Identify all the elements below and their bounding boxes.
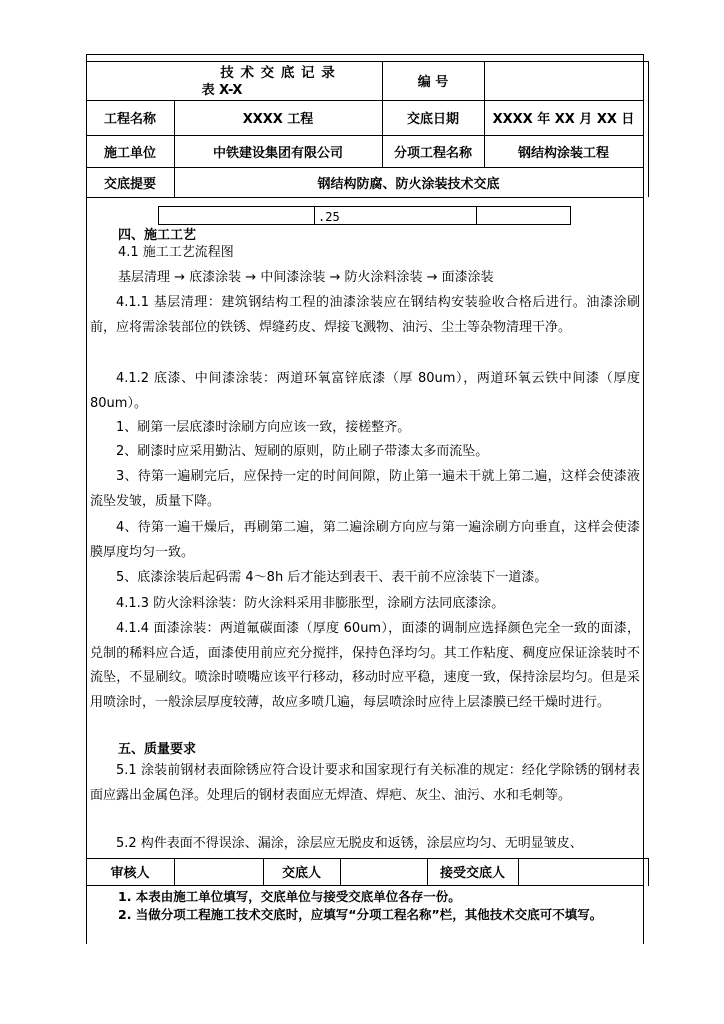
para-5-2: 5.2 构件表面不得误涂、漏涂，涂层应无脱皮和返锈，涂层应均匀、无明显皱皮、 [116,836,583,851]
fragment-divider [314,206,315,225]
fragment-divider [476,206,477,225]
process-flow: 基层清理 → 底漆涂装 → 中间漆涂装 → 防火涂料涂装 → 面漆涂装 [118,270,494,285]
para-4-1-3: 4.1.3 防火涂料涂装：防火涂料采用非膨胀型，涂刷方法同底漆涂。 [116,596,505,611]
row-divider [86,885,644,886]
construction-unit-value: 中铁建设集团有限公司 [212,145,343,161]
footer-note-2: 2. 当做分项工程施工技术交底时，应填写“分项工程名称”栏，其他技术交底可不填写。 [118,907,603,922]
construction-unit-label: 施工单位 [103,145,156,161]
number-value[interactable] [484,61,643,100]
section4-title: 四、施工工艺 [118,228,197,243]
list-item: 5、底漆涂装后起码需 4～8h 后才能达到表干、表干前不应涂装下一道漆。 [116,570,548,585]
para-5-1: 5.1 涂装前钢材表面除锈应符合设计要求和国家现行有关标准的规定：经化学除锈的钢材表面应露出金属色泽。处理后的钢材表面应无焊渣、焊疤、灰尘、油污、水和毛刺等。 [90,763,640,803]
table-top-border [86,54,644,55]
summary-label: 交底提要 [103,176,156,192]
footer-note-1: 1. 本表由施工单位填写，交底单位与接受交底单位各存一份。 [118,889,461,904]
discloser-signature-field[interactable] [340,858,427,885]
table-right-border-outer [648,61,649,197]
sub-project-value: 钢结构涂装工程 [517,145,609,161]
flow-chart-title: 4.1 施工工艺流程图 [118,245,234,260]
number-label: 编 号 [417,75,449,90]
list-item: 2、刷漆时应采用勤沾、短刷的原则，防止刷子带漆太多而流坠。 [116,444,489,459]
sub-project-label: 分项工程名称 [393,145,472,161]
para-4-1-2: 4.1.2 底漆、中间漆涂装：两道环氧富锌底漆（厚 80um），两道环氧云铁中间漆（厚度 80um）。 [90,371,640,411]
reviewer-label: 审核人 [110,866,150,881]
receiver-signature-field[interactable] [518,858,643,885]
para-4-1-1: 4.1.1 基层清理：建筑钢结构工程的油漆涂装应在钢结构安装验收合格后进行。油漆涂刷前，应将需涂装部位的铁锈、焊缝药皮、焊接飞溅物、油污、尘土等杂物清理干净。 [90,295,640,335]
para-4-1-4: 4.1.4 面漆涂装：两道氟碳面漆（厚度 60um），面漆的调制应选择颜色完全一致的面漆，兑制的稀料应合适，面漆使用前应充分搅拌，保持色泽均匀。其工作粘度、稠度应保证涂装时不流坠，不显刷纹。喷涂时喷嘴应该平行移动，移动时应平稳，速度一致，保持涂层均匀。但是采用喷涂时，一般涂层厚度较薄，故应多喷几遍，每层喷涂时应待上层漆膜已经干燥时进行。 [90,621,640,710]
section5-title: 五、质量要求 [118,742,197,757]
date-value: XXXX 年 XX 月 XX 日 [492,112,635,127]
project-name-value: XXXX 工程 [242,112,314,127]
receiver-label: 接受交底人 [439,866,505,881]
table-right-border-outer [648,858,649,886]
list-item: 1、刷第一层底漆时涂刷方向应该一致，接槎整齐。 [116,420,411,435]
row-divider [86,197,644,198]
fragment-table [158,206,571,225]
summary-value: 钢结构防腐、防火涂装技术交底 [317,176,500,192]
form-title: 技 术 交 底 记 录 [220,65,336,81]
list-item: 4、待第一遍干燥后，再刷第二遍，第二遍涂刷方向应与第一遍涂刷方向垂直，这样会使漆膜厚度均匀一致。 [90,520,640,560]
table-right-border [643,54,644,944]
date-label: 交底日期 [406,112,459,127]
form-subtitle: 表 X-X [201,82,243,98]
reviewer-signature-field[interactable] [174,858,263,885]
list-item: 3、待第一遍刷完后，应保持一定的时间间隙，防止第一遍未干就上第二遍，这样会使漆液流坠发皱，质量下降。 [90,469,640,509]
discloser-label: 交底人 [281,866,321,881]
fragment-cell: .25 [318,210,340,224]
project-name-label: 工程名称 [103,112,156,127]
